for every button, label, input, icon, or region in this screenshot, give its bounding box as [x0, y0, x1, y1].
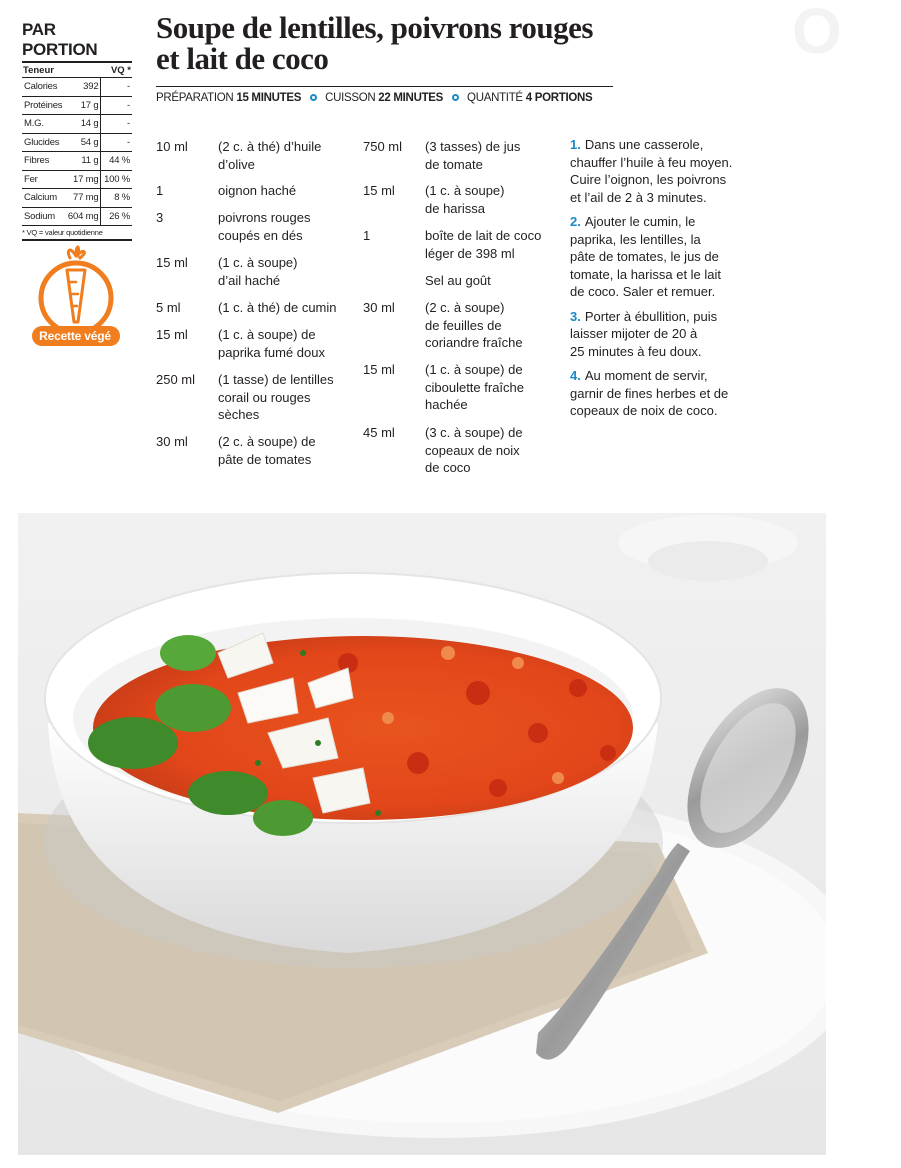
nutrition-table [22, 63, 132, 226]
nutrient-amount: 11 g [65, 152, 101, 171]
ingredient-qty: 10 ml [156, 139, 188, 154]
nutrition-title: PAR PORTION [22, 20, 132, 63]
ingredient-desc: boîte de lait de coco léger de 398 ml [425, 228, 542, 261]
ingredient-desc: (2 c. à soupe) de feuilles de coriandre fraîche [425, 300, 523, 350]
step-number: 2. [570, 214, 581, 229]
ingredient-qty: 15 ml [363, 183, 395, 198]
qty-label: QUANTITÉ [467, 92, 523, 104]
step-number: 4. [570, 368, 581, 383]
soup-bowl-image [18, 513, 826, 1155]
ingredient-desc: (1 c. à thé) de cumin [218, 300, 337, 315]
step-1: 1. Dans une casserole, chauffer l’huile à feu moyen. Cuire l’oignon, les poivrons et l’ail de 2 à 3 minutes. [570, 137, 733, 205]
ingredient-qty: 45 ml [363, 425, 395, 440]
veggie-badge [30, 240, 122, 350]
nutrient-label: Sodium [22, 207, 65, 226]
ingredient-qty: 5 ml [156, 300, 181, 315]
nutrition-row-mg [22, 115, 132, 134]
background-watermark-letter: O [792, 0, 842, 67]
ingredient-desc: (3 tasses) de jus de tomate [425, 139, 521, 172]
nutrition-row-calories [22, 78, 132, 97]
ingredient-desc: (1 c. à soupe) d’ail haché [218, 255, 298, 288]
ingredient-qty: 250 ml [156, 372, 196, 387]
nutrient-label: Calcium [22, 189, 65, 208]
ingredient-desc: (1 c. à soupe) de ciboulette fraîche hachée [425, 362, 525, 412]
step-2: 2. Ajouter le cumin, le paprika, les lentilles, la pâte de tomates, le jus de tomate, la harissa et le lait de coco. Saler et remuer. [570, 214, 722, 299]
nutrition-row-glucides [22, 133, 132, 152]
cook-label: CUISSON [325, 92, 376, 104]
prep-value: 15 MINUTES [236, 92, 302, 104]
step-number: 3. [570, 308, 581, 324]
nutrient-label: Fer [22, 170, 65, 189]
ingredient-desc: poivrons rouges coupés en dés [218, 210, 311, 243]
nutrition-row-fer [22, 170, 132, 189]
nutrient-vq: - [101, 133, 132, 152]
nutrition-row-sodium [22, 207, 132, 226]
nutrient-amount: 14 g [65, 115, 101, 134]
recipe-title-line1: Soupe de lentilles, poivrons rouges [156, 10, 593, 45]
recipe-meta [156, 92, 592, 104]
nutrient-amount: 77 mg [65, 189, 101, 208]
nutrition-col-teneur: Teneur [22, 63, 101, 78]
nutrient-label: Glucides [22, 133, 65, 152]
step-4: 4. Au moment de servir, garnir de fines herbes et de copeaux de noix de coco. [570, 368, 729, 418]
nutrient-amount: 392 [65, 78, 101, 97]
ingredient-qty: 3 [156, 210, 164, 225]
nutrient-vq: - [101, 96, 132, 115]
title-divider [156, 86, 613, 87]
ingredient-desc: Sel au goût [425, 273, 491, 288]
prep-label: PRÉPARATION [156, 92, 234, 104]
ingredient-qty: 30 ml [156, 434, 188, 449]
nutrition-col-vq: VQ * [101, 63, 132, 78]
recipe-title-line2: et lait de coco [156, 41, 329, 76]
ingredient-qty: 30 ml [363, 300, 395, 315]
ingredient-desc: (1 tasse) de lentilles corail ou rouges sèches [218, 372, 334, 422]
bullet-icon [310, 94, 317, 101]
nutrition-row-proteines [22, 96, 132, 115]
ingredient-desc: (2 c. à thé) d’huile d’olive [218, 139, 322, 172]
soup-photo [18, 513, 826, 1155]
nutrient-vq: 44 % [101, 152, 132, 171]
nutrient-vq: - [101, 115, 132, 134]
ingredient-qty: 15 ml [156, 255, 188, 270]
nutrient-label: M.G. [22, 115, 65, 134]
ingredient-desc: oignon haché [218, 183, 297, 198]
step-number: 1. [570, 137, 581, 152]
qty-value: 4 PORTIONS [525, 92, 593, 104]
ingredient-desc: (1 c. à soupe) de harissa [425, 183, 505, 216]
ingredient-desc: (3 c. à soupe) de copeaux de noix de coco [425, 425, 523, 475]
nutrient-label: Protéines [22, 96, 65, 115]
ingredient-qty: 750 ml [363, 139, 403, 154]
nutrient-vq: 26 % [101, 207, 132, 226]
nutrition-row-fibres [22, 152, 132, 171]
ingredient-qty: 15 ml [156, 327, 188, 342]
nutrient-amount: 604 mg [65, 207, 101, 226]
veggie-badge-label: Recette végé [39, 329, 111, 343]
ingredient-desc: (2 c. à soupe) de pâte de tomates [218, 434, 316, 467]
nutrient-label: Fibres [22, 152, 65, 171]
bullet-icon [452, 94, 459, 101]
nutrient-amount: 17 g [65, 96, 101, 115]
nutrient-label: Calories [22, 78, 65, 97]
ingredient-qty: 15 ml [363, 362, 395, 377]
nutrient-amount: 17 mg [65, 170, 101, 189]
nutrient-amount: 54 g [65, 133, 101, 152]
nutrient-vq: - [101, 78, 132, 97]
nutrition-footnote: * VQ = valeur quotidienne [22, 226, 132, 241]
cook-value: 22 MINUTES [378, 92, 444, 104]
step-3: 3. Porter à ébullition, puis laisser mijoter de 20 à 25 minutes à feu doux. [570, 308, 718, 359]
ingredient-desc: (1 c. à soupe) de paprika fumé doux [218, 327, 325, 360]
nutrient-vq: 100 % [101, 170, 132, 189]
recipe-title [156, 12, 676, 74]
ingredient-qty: 1 [156, 183, 164, 198]
nutrient-vq: 8 % [101, 189, 132, 208]
preparation-steps [570, 136, 760, 427]
nutrition-panel [22, 20, 132, 241]
ingredient-qty: 1 [363, 228, 371, 243]
nutrition-row-calcium [22, 189, 132, 208]
